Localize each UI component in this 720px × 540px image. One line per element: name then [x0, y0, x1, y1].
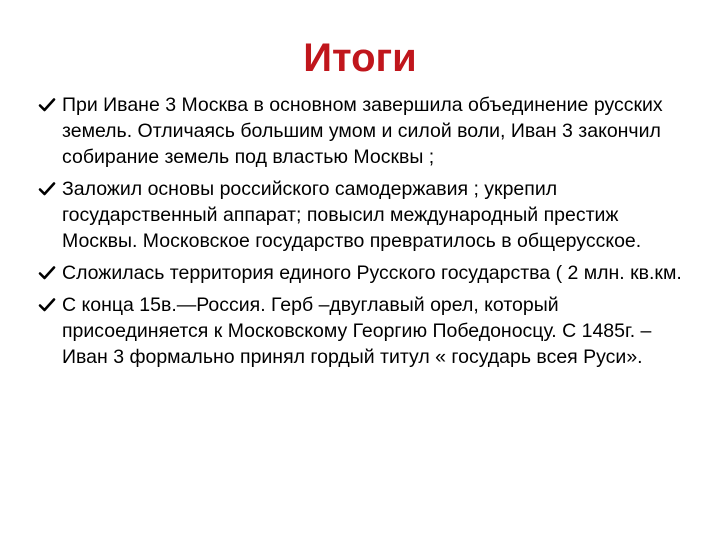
checkmark-icon — [38, 96, 56, 114]
bullet-text: С конца 15в.—Россия. Герб –двуглавый орел, который присоединяется к Московскому Георгию Победоносцу. С 1485г. – Иван 3 формально принял гордый титул « государь всея Руси». — [62, 294, 652, 368]
bullet-list — [36, 92, 686, 376]
list-item — [36, 292, 686, 370]
bullet-text: При Иване 3 Москва в основном завершила объединение русских земель. Отличаясь большим умом и силой воли, Иван 3 закончил собирание земель под властью Москвы ; — [62, 94, 663, 168]
list-item — [36, 92, 686, 170]
checkmark-icon — [38, 180, 56, 198]
bullet-text: Заложил основы российского самодержавия ; укрепил государственный аппарат; повысил международный престиж Москвы. Московское государство превратилось в общерусское. — [62, 178, 642, 252]
checkmark-icon — [38, 264, 56, 282]
slide-title: Итоги — [303, 36, 417, 80]
list-item — [36, 260, 686, 286]
bullet-text: Сложилась территория единого Русского государства ( 2 млн. кв.км. — [62, 262, 682, 284]
list-item — [36, 176, 686, 254]
checkmark-icon — [38, 296, 56, 314]
